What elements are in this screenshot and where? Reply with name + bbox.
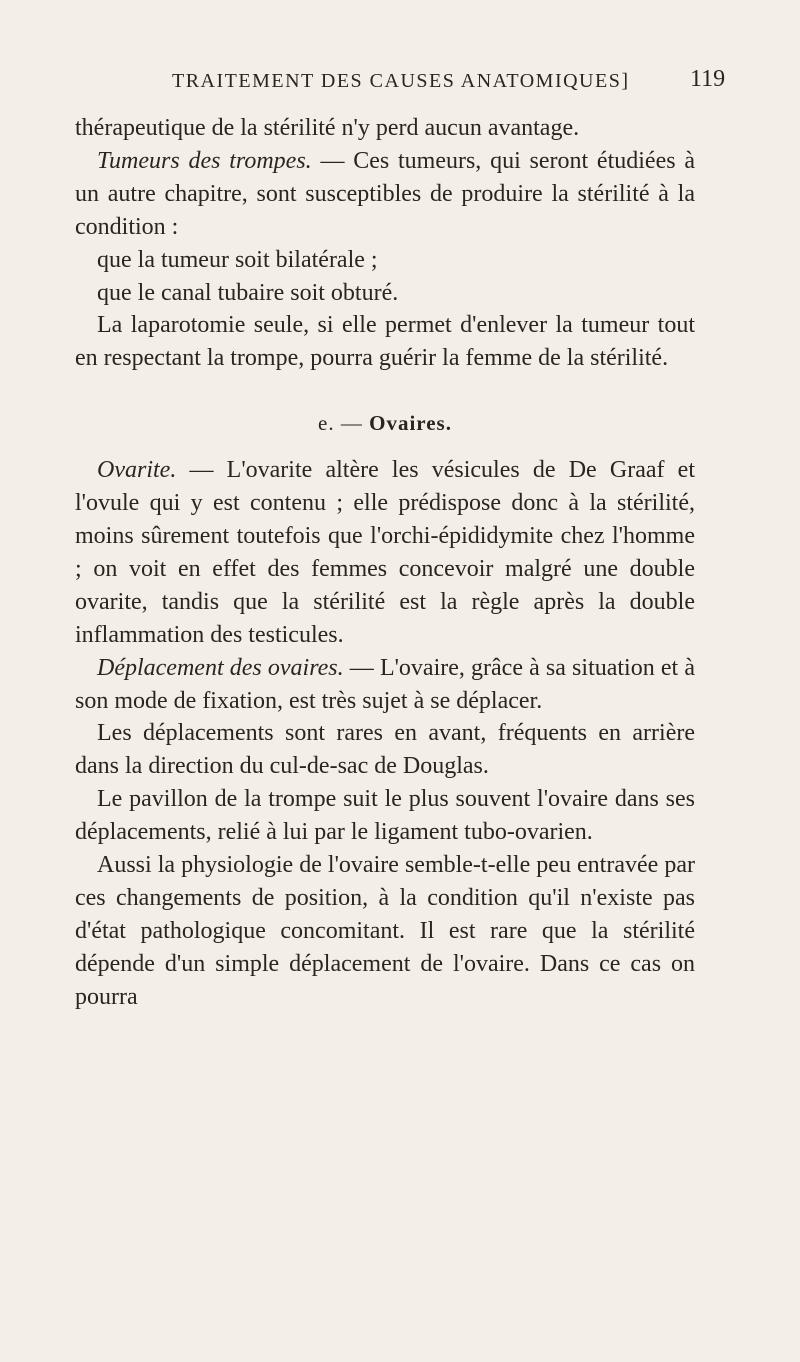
condition-item-1: que la tumeur soit bilatérale ;: [97, 246, 378, 273]
body-text: [75, 112, 695, 1014]
paragraph-deplacements-rares: Les déplacements sont rares en avant, fréquents en arrière dans la direction du cul-de-sac de Douglas.: [75, 720, 695, 780]
page-number: 119: [690, 66, 726, 92]
condition-item-2: que le canal tubaire soit obturé.: [97, 279, 399, 306]
paragraph-deplacement: [75, 652, 695, 718]
section-heading: [75, 407, 695, 440]
paragraph-heading-tumeurs: Tumeurs des trompes.: [97, 147, 312, 174]
section-letter: e. —: [318, 411, 370, 436]
paragraph-continuation: thérapeutique de la stérilité n'y perd aucun avantage.: [75, 115, 580, 141]
paragraph-laparotomie: La laparotomie seule, si elle permet d'enlever la tumeur tout en respectant la trompe, pourra guérir la femme de la stérilité.: [75, 312, 695, 372]
section-title: Ovaires.: [369, 411, 452, 436]
paragraph-physiologie: Aussi la physiologie de l'ovaire semble-t-elle peu entravée par ces changements de position, à la condition qu'il n'existe pas d'état pathologique concomitant. Il est rare que la stérilité dépende d'un simple déplacement de l'ovaire. Dans ce cas on pourra: [75, 852, 695, 1010]
paragraph-heading-ovarite: Ovarite.: [97, 457, 177, 484]
paragraph-pavillon: Le pavillon de la trompe suit le plus souvent l'ovaire dans ses déplacements, relié à lui par le ligament tubo-ovarien.: [75, 786, 695, 846]
running-title: TRAITEMENT DES CAUSES ANATOMIQUES]: [172, 70, 630, 92]
paragraph-tumeurs: [75, 145, 695, 244]
paragraph-body-ovarite: — L'ovarite altère les vésicules de De Graaf et l'ovule qui y est contenu ; elle prédispose donc à la stérilité, moins sûrement toutefois que l'orchi-épididymite chez l'homme ; on voit en effet des femmes concevoir malgré une double ovarite, tandis que la stérilité est la règle après la double inflammation des testicules.: [75, 457, 695, 648]
paragraph-ovarite: [75, 454, 695, 651]
paragraph-heading-deplacement: Déplacement des ovaires.: [97, 654, 344, 681]
paragraph-body-tumeurs: — Ces tumeurs, qui seront étudiées à un autre chapitre, sont susceptibles de produire la stérilité à la condition :: [75, 147, 695, 240]
paragraph-body-deplacement: — L'ovaire, grâce à sa situation et à son mode de fixation, est très sujet à se déplacer.: [75, 654, 695, 714]
